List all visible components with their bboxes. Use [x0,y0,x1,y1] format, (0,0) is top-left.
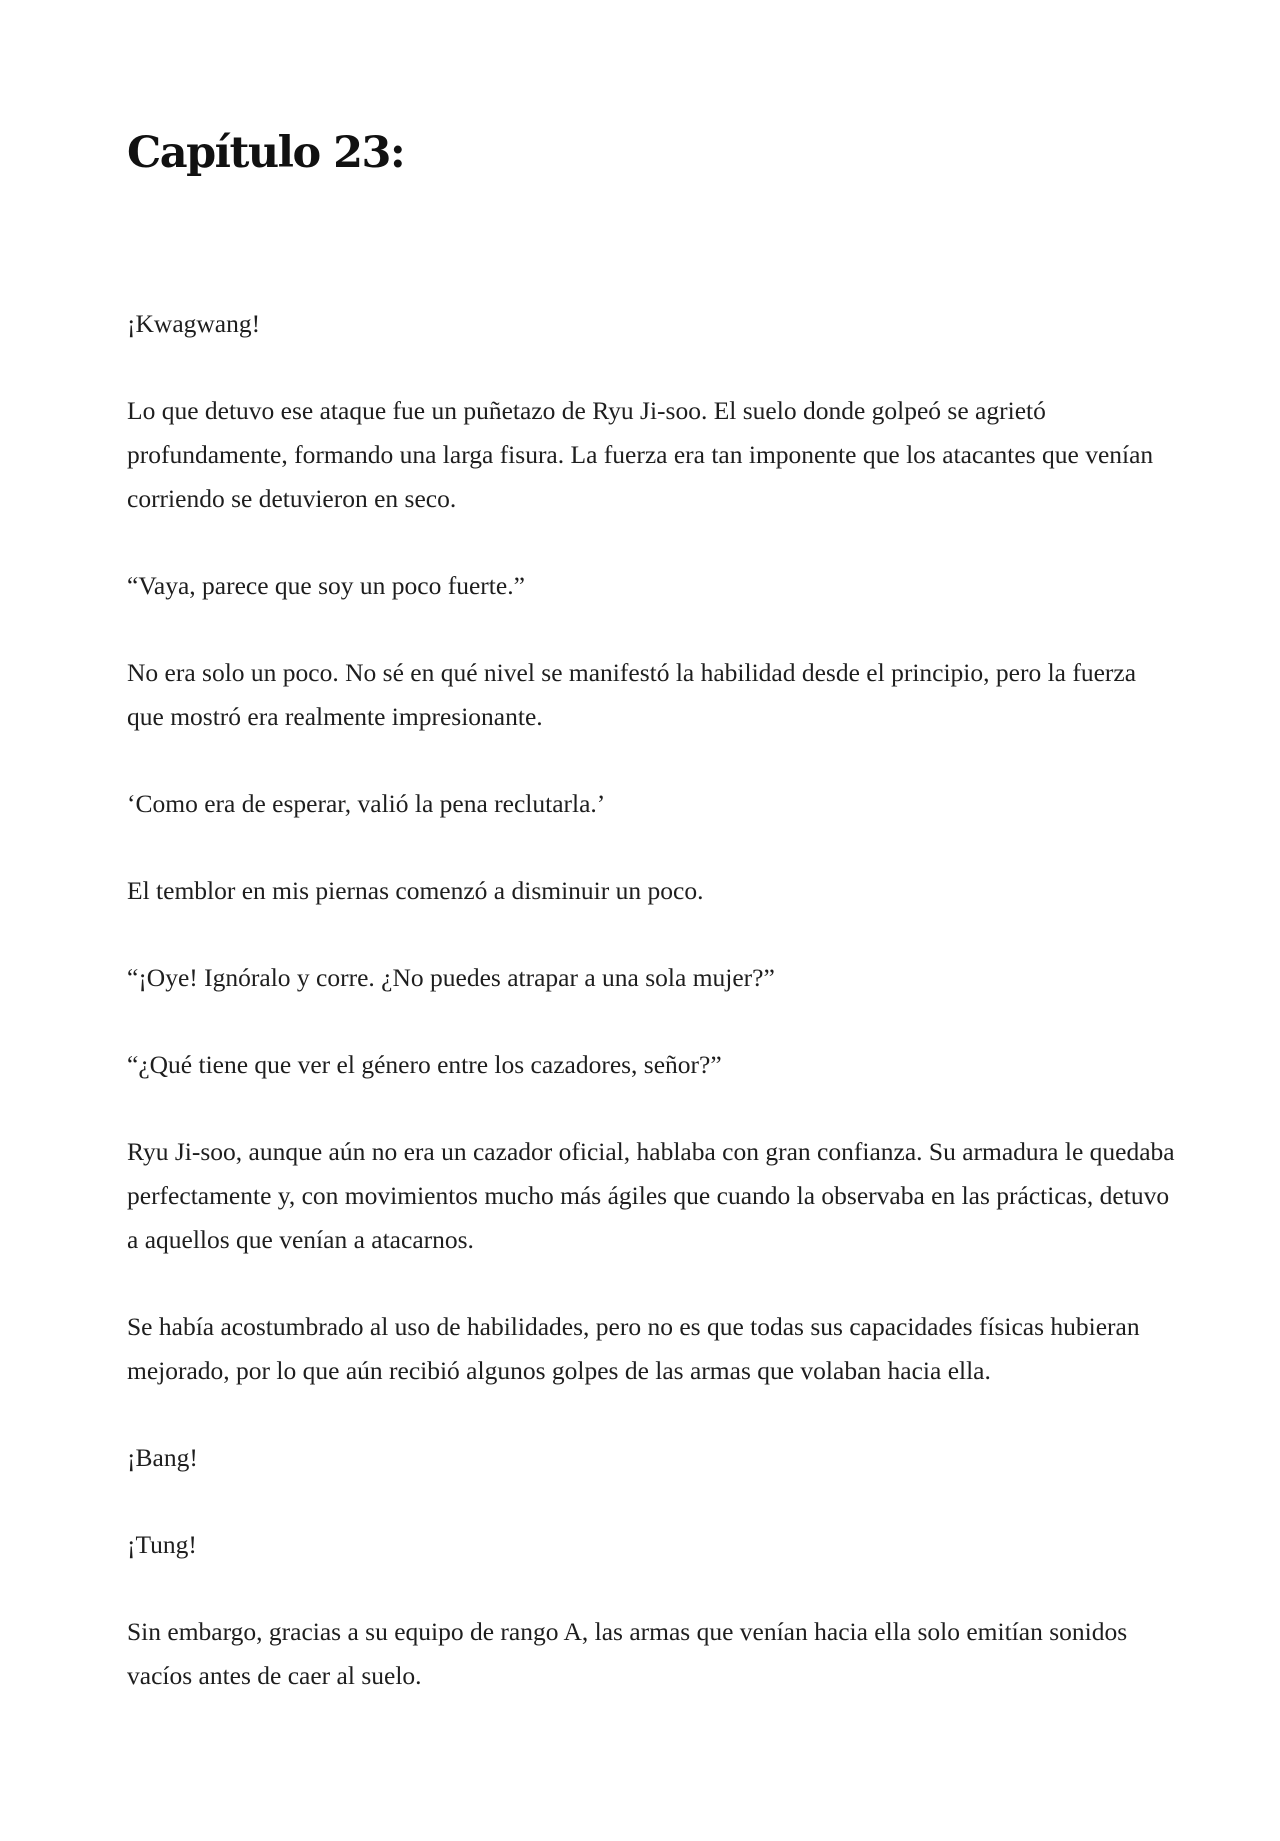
paragraph-8: “¿Qué tiene que ver el género entre los cazadores, señor?” [127,1050,722,1079]
paragraph-5: ‘Como era de esperar, valió la pena reclutarla.’ [127,789,606,818]
paragraph-4: No era solo un poco. No sé en qué nivel se manifestó la habilidad desde el principio, pero la fuerza que mostró era realmente impresionante. [127,658,1137,731]
paragraph-3: “Vaya, parece que soy un poco fuerte.” [127,571,525,600]
paragraph-10: Se había acostumbrado al uso de habilidades, pero no es que todas sus capacidades físicas hubieran mejorado, por lo que aún recibió algunos golpes de las armas que volaban hacia ella. [127,1312,1140,1385]
paragraph-11: ¡Bang! [127,1443,198,1472]
chapter-title: Capítulo 23: [127,128,405,178]
paragraph-9: Ryu Ji-soo, aunque aún no era un cazador oficial, hablaba con gran confianza. Su armadura le quedaba perfectamente y, con movimientos mucho más ágiles que cuando la observaba en las prácticas, detuvo a aquellos que venían a atacarnos. [127,1137,1175,1254]
paragraph-1: ¡Kwagwang! [127,309,261,338]
paragraph-13: Sin embargo, gracias a su equipo de rango A, las armas que venían hacia ella solo emitían sonidos vacíos antes de caer al suelo. [127,1617,1128,1690]
paragraph-12: ¡Tung! [127,1530,197,1559]
chapter-body [127,302,1177,1741]
paragraph-2: Lo que detuvo ese ataque fue un puñetazo de Ryu Ji-soo. El suelo donde golpeó se agrietó profundamente, formando una larga fisura. La fuerza era tan imponente que los atacantes que venían corriendo se detuvieron en seco. [127,396,1154,513]
paragraph-7: “¡Oye! Ignóralo y corre. ¿No puedes atrapar a una sola mujer?” [127,963,775,992]
paragraph-6: El temblor en mis piernas comenzó a disminuir un poco. [127,876,704,905]
